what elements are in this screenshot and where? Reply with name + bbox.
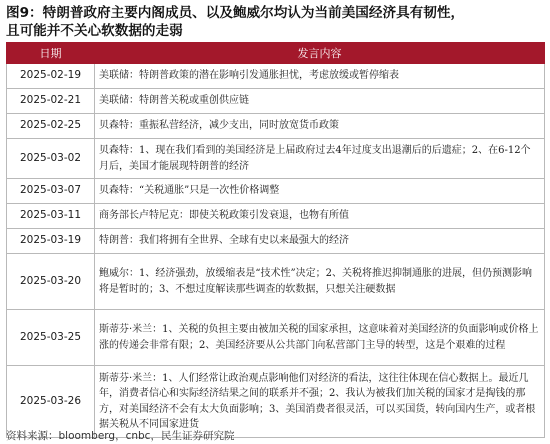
figure-title: [6, 4, 544, 40]
row-date: 2025-03-25: [7, 310, 95, 366]
row-date: 2025-02-25: [7, 114, 95, 139]
table-row: [7, 366, 545, 438]
row-content: 鲍威尔：1、经济强劲，放缓缩表是“技术性”决定；2、关税将推迟抑制通胀的进展，但仍预测影响将是暂时的；3、不想过度解读那些调查的软数据，只想关注硬数据: [95, 254, 545, 310]
row-content: 斯蒂芬·米兰：1、人们经常让政治观点影响他们对经济的看法，这往往体现在信心数据上。最近几年，消费者信心和实际经济结果之间的联系并不强；2、我认为被我们加关税的国家才是掏钱的那方，对美国经济不会有太大负面影响；3、美国消费者很灵活，可以买国货，转向国内生产，或者根据关税从不同国家进货: [95, 366, 545, 438]
row-content: 贝森特：“关税通胀”只是一次性价格调整: [95, 179, 545, 204]
row-date: 2025-03-19: [7, 229, 95, 254]
table-row: [7, 139, 545, 179]
row-content: 美联储：特朗普政策的潜在影响引发通胀担忧，考虑放缓或暂停缩表: [95, 64, 545, 89]
row-content: 商务部长卢特尼克：即使关税政策引发衰退，也物有所值: [95, 204, 545, 229]
row-date: 2025-03-02: [7, 139, 95, 179]
figure-title-line-2: 且可能并不关心软数据的走弱: [6, 23, 183, 39]
table-header-row: [7, 43, 545, 64]
header-content: 发言内容: [95, 43, 545, 64]
table-row: [7, 89, 545, 114]
table-row: [7, 179, 545, 204]
row-content: 贝森特：1、现在我们看到的美国经济是上届政府过去4年过度支出退潮后的后遗症；2、在6-12个月后，美国才能展现特朗普的经济: [95, 139, 545, 179]
figure-title-line-1: 图9：特朗普政府主要内阁成员、以及鲍威尔均认为当前美国经济具有韧性，: [6, 5, 465, 21]
table-row: [7, 229, 545, 254]
table-row: [7, 204, 545, 229]
row-date: 2025-02-21: [7, 89, 95, 114]
row-date: 2025-03-07: [7, 179, 95, 204]
row-date: 2025-03-26: [7, 366, 95, 438]
source-note: 资料来源：bloomberg，cnbc，民生证券研究院: [6, 430, 235, 442]
table-row: [7, 114, 545, 139]
statements-table: [6, 42, 545, 438]
row-date: 2025-03-20: [7, 254, 95, 310]
table-row: [7, 254, 545, 310]
header-date: 日期: [7, 43, 95, 64]
row-content: 特朗普：我们将拥有全世界、全球有史以来最强大的经济: [95, 229, 545, 254]
table-row: [7, 310, 545, 366]
row-date: 2025-03-11: [7, 204, 95, 229]
row-content: 斯蒂芬·米兰：1、关税的负担主要由被加关税的国家承担，这意味着对美国经济的负面影响或价格上涨的传递会非常有限；2、美国经济要从公共部门向私营部门主导的转型，这是个艰难的过程: [95, 310, 545, 366]
row-content: 美联储：特朗普关税或重创供应链: [95, 89, 545, 114]
table-row: [7, 64, 545, 89]
row-content: 贝森特：重振私营经济，减少支出，同时放宽货币政策: [95, 114, 545, 139]
row-date: 2025-02-19: [7, 64, 95, 89]
